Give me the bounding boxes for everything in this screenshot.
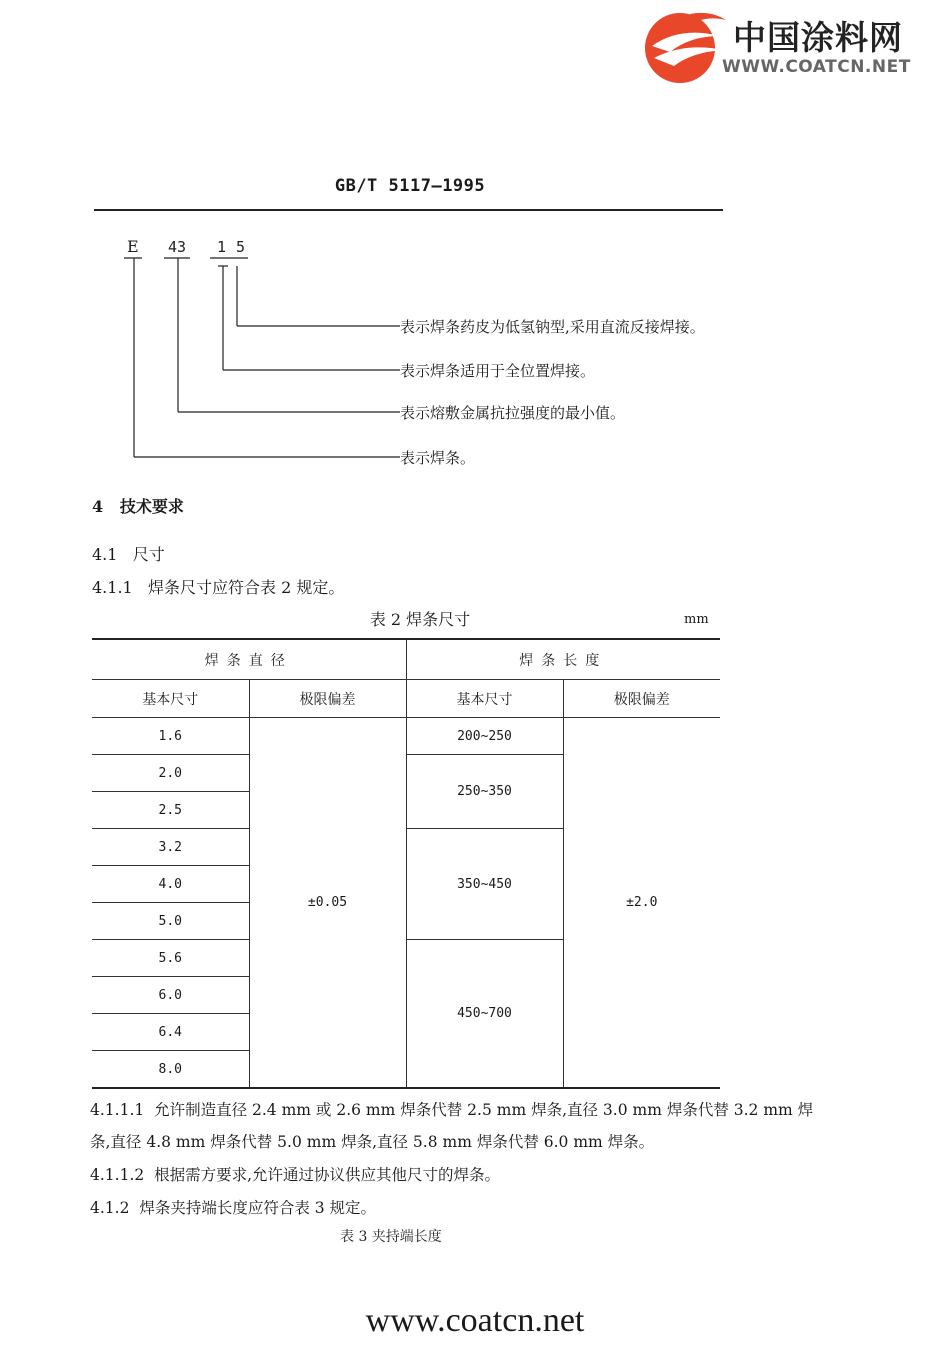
code-1: 1 [217, 238, 227, 256]
code-e: E [127, 237, 139, 256]
diameter-cell: 5.0 [92, 903, 249, 940]
length-tolerance-cell: ±2.0 [563, 718, 720, 1089]
diameter-cell: 6.4 [92, 1014, 249, 1051]
group-header-length: 焊条长度 [406, 639, 720, 680]
diameter-cell: 4.0 [92, 866, 249, 903]
length-cell: 350~450 [406, 829, 563, 940]
col-header-basic: 基本尺寸 [92, 680, 249, 718]
col-header-tolerance: 极限偏差 [563, 680, 720, 718]
clause-line [90, 1094, 814, 1126]
table-2-title: 表 2 焊条尺寸 [369, 610, 471, 629]
diameter-cell: 8.0 [92, 1051, 249, 1089]
table-2-unit: mm [684, 612, 709, 627]
note-strength: 表示熔敷金属抗拉强度的最小值。 [400, 404, 626, 422]
section-title: 尺寸 [132, 545, 165, 564]
clause-number: 4.1.2 [90, 1199, 130, 1217]
footer-url[interactable]: www.coatcn.net [365, 1302, 585, 1339]
section-number: 4.1.1 [92, 578, 133, 597]
diameter-cell: 5.6 [92, 940, 249, 977]
header-rule [94, 209, 723, 211]
clause-4-1-2 [90, 1192, 725, 1224]
section-4-heading [92, 494, 184, 517]
diameter-cell: 3.2 [92, 829, 249, 866]
clause-number: 4.1.1.2 [90, 1166, 145, 1184]
site-logo[interactable] [640, 6, 945, 86]
code-43: 43 [168, 238, 187, 256]
logo-url: WWW.COATCN.NET [722, 57, 911, 77]
col-header-tolerance: 极限偏差 [249, 680, 406, 718]
section-number: 4.1 [92, 545, 118, 564]
section-4-1-1 [92, 575, 344, 598]
note-electrode: 表示焊条。 [400, 449, 476, 467]
logo-name: 中国涂料网 [733, 18, 903, 57]
length-cell: 450~700 [406, 940, 563, 1089]
section-title: 技术要求 [119, 497, 184, 516]
diameter-cell: 6.0 [92, 977, 249, 1014]
diameter-cell: 2.0 [92, 755, 249, 792]
standard-number: GB/T 5117—1995 [334, 176, 486, 196]
section-number: 4 [92, 497, 104, 516]
code-5: 5 [236, 238, 246, 256]
diagram-lines [90, 228, 730, 478]
length-cell: 250~350 [406, 755, 563, 829]
logo-swoosh-icon [640, 6, 730, 86]
diameter-cell: 1.6 [92, 718, 249, 755]
group-header-diameter: 焊条直径 [92, 639, 406, 680]
section-4-1-heading [92, 542, 165, 565]
col-header-basic: 基本尺寸 [406, 680, 563, 718]
table-3-title-cut: 表 3 夹持端长度 [340, 1229, 442, 1245]
clause-4-1-1-2 [90, 1159, 725, 1191]
note-position: 表示焊条适用于全位置焊接。 [400, 362, 596, 380]
length-cell: 200~250 [406, 718, 563, 755]
diameter-tolerance-cell: ±0.05 [249, 718, 406, 1089]
electrode-size-table [92, 638, 720, 1089]
note-coating: 表示焊条药皮为低氢钠型,采用直流反接焊接。 [400, 318, 705, 336]
section-text: 焊条尺寸应符合表 2 规定。 [147, 578, 345, 597]
clause-4-1-1-1 [90, 1094, 814, 1158]
clause-line: 条,直径 4.8 mm 焊条代替 5.0 mm 焊条,直径 5.8 mm 焊条代替 6.0 mm 焊条。 [90, 1133, 655, 1151]
clause-text: 根据需方要求,允许通过协议供应其他尺寸的焊条。 [154, 1166, 501, 1184]
clause-text: 允许制造直径 2.4 mm 或 2.6 mm 焊条代替 2.5 mm 焊条,直径 3.0 mm 焊条代替 3.2 mm 焊 [154, 1101, 814, 1119]
clause-number: 4.1.1.1 [90, 1101, 145, 1119]
diameter-cell: 2.5 [92, 792, 249, 829]
designation-diagram [90, 228, 730, 478]
clause-text: 焊条夹持端长度应符合表 3 规定。 [139, 1199, 377, 1217]
